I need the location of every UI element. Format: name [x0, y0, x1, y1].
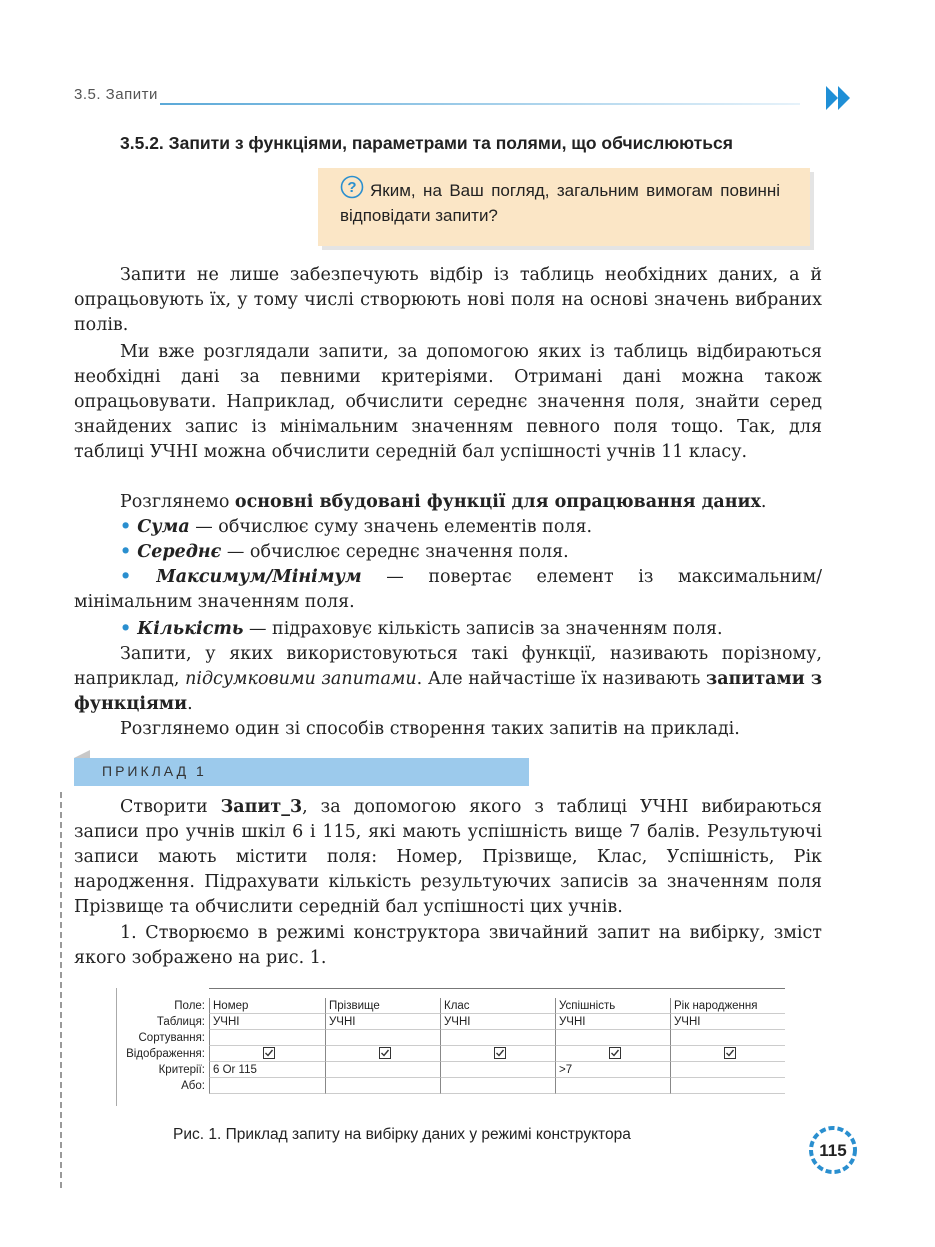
bullet-text: — підраховує кількість записів за значенням поля.	[243, 619, 723, 639]
example-fold	[74, 750, 90, 758]
checkbox-checked-icon[interactable]	[609, 1047, 621, 1059]
grid-cell-criteria[interactable]	[440, 1062, 555, 1078]
paragraph: Розглянемо один зі способів створення таких запитів на прикладі.	[120, 719, 740, 739]
grid-show-cell[interactable]	[555, 1046, 670, 1062]
bullet-term: Максимум/Мінімум	[156, 567, 362, 587]
grid-cell-or[interactable]	[325, 1078, 440, 1094]
svg-text:?: ?	[347, 179, 357, 196]
grid-cell-table[interactable]: УЧНІ	[325, 1014, 440, 1030]
text: .	[187, 694, 193, 714]
paragraph: Ми вже розглядали запити, за допомогою яких із таблиць відбираються необхідні дані за певними критеріями. Отримані дані можна також опрацьовувати. Наприклад, обчислити середнє значення поля, знайти серед знайдених запис із мінімальним значенням певного поля тощо. Так, для таблиці УЧНІ можна обчислити середній бал успішності учнів 11 класу.	[74, 342, 822, 462]
grid-row-label: Поле:	[174, 1000, 205, 1012]
bullet-icon: •	[120, 619, 138, 639]
grid-row-sort	[117, 1030, 785, 1046]
bullet-text: — обчислює середнє значення поля.	[221, 542, 569, 562]
example-banner	[74, 758, 529, 786]
bullet-item	[74, 515, 822, 540]
grid-cell-sort[interactable]	[325, 1030, 440, 1046]
bullet-text: — повертає елемент із максимальним/мінімальним значенням поля.	[74, 567, 822, 612]
grid-row-criteria	[117, 1062, 785, 1078]
bullet-icon: •	[120, 517, 138, 537]
grid-cell-table[interactable]: УЧНІ	[555, 1014, 670, 1030]
grid-row-or	[117, 1078, 785, 1094]
text: , за допомогою якого з таблиці УЧНІ вибираються записи про учнів шкіл 6 і 115, які мають успішність вище 7 балів. Результуючі записи мають містити поля: Номер, Прізвище, Клас, Успішність, Рік народження. Підрахувати кількість результуючих записів за значенням поля Прізвище та обчислити середній бал успішності цих учнів.	[74, 797, 822, 917]
page-number: 115	[819, 1141, 847, 1160]
text: .	[760, 492, 767, 512]
grid-cell-criteria[interactable]: 6 Or 115	[209, 1062, 325, 1078]
grid-cell-field[interactable]: Успішність	[555, 998, 670, 1014]
paragraph	[74, 490, 822, 515]
grid-cell-sort[interactable]	[555, 1030, 670, 1046]
grid-show-cell[interactable]	[209, 1046, 325, 1062]
grid-cell-table[interactable]: УЧНІ	[440, 1014, 555, 1030]
emphasis: запитами з функціями	[74, 669, 823, 714]
grid-row-label: Сортування:	[138, 1032, 205, 1044]
bullet-icon: •	[120, 542, 138, 562]
figure-caption: Рис. 1. Приклад запиту на вибірку даних у режимі конструктора	[173, 1126, 631, 1143]
grid-top-border	[209, 988, 785, 989]
grid-cell-field[interactable]: Номер	[209, 998, 325, 1014]
bullet-term: Сума	[137, 517, 190, 537]
question-text: Яким, на Ваш погляд, загальним вимогам повинні відповідати запити?	[340, 181, 780, 225]
grid-row-label: Або:	[181, 1080, 205, 1092]
bullet-item	[74, 540, 822, 565]
bullet-item	[74, 565, 822, 615]
grid-row-label: Критерії:	[158, 1064, 205, 1076]
next-page-arrow-icon[interactable]	[826, 84, 854, 112]
paragraph: 1. Створюємо в режимі конструктора звичайний запит на вибірку, зміст якого зображено на рис. 1.	[74, 923, 822, 968]
grid-cell-or[interactable]	[209, 1078, 325, 1094]
example-label: ПРИКЛАД 1	[102, 763, 207, 779]
section-header: 3.5. Запити	[74, 86, 158, 103]
emphasis: основні вбудовані функції для опрацювання даних	[234, 492, 761, 512]
grid-row-field	[117, 998, 785, 1014]
grid-cell-field[interactable]: Рік народження	[670, 998, 785, 1014]
text: Створити	[120, 797, 221, 817]
grid-cell-or[interactable]	[555, 1078, 670, 1094]
grid-cell-or[interactable]	[440, 1078, 555, 1094]
text: Розглянемо	[120, 492, 235, 512]
grid-row-label: Таблиця:	[156, 1016, 205, 1028]
page-number-badge	[807, 1124, 859, 1176]
grid-cell-criteria[interactable]	[670, 1062, 785, 1078]
text: . Але найчастіше їх називають	[416, 669, 707, 689]
example-margin-line	[60, 792, 62, 1188]
grid-row-show	[117, 1046, 785, 1062]
grid-cell-sort[interactable]	[440, 1030, 555, 1046]
question-box	[318, 168, 810, 246]
grid-row-label: Відображення:	[126, 1048, 205, 1060]
grid-cell-criteria[interactable]: >7	[555, 1062, 670, 1078]
bullet-term: Кількість	[137, 619, 244, 639]
checkbox-checked-icon[interactable]	[724, 1047, 736, 1059]
grid-cell-or[interactable]	[670, 1078, 785, 1094]
grid-cell-field[interactable]: Клас	[440, 998, 555, 1014]
grid-cell-field[interactable]: Прізвище	[325, 998, 440, 1014]
grid-show-cell[interactable]	[670, 1046, 785, 1062]
bullet-term: Середнє	[137, 542, 222, 562]
subsection-title: 3.5.2. Запити з функціями, параметрами та полями, що обчислюються	[120, 133, 733, 153]
bullet-icon: •	[120, 567, 157, 587]
checkbox-checked-icon[interactable]	[494, 1047, 506, 1059]
header-rule	[160, 103, 800, 105]
grid-cell-criteria[interactable]	[325, 1062, 440, 1078]
paragraph	[74, 795, 822, 920]
bullet-item	[74, 617, 822, 642]
grid-cell-sort[interactable]	[209, 1030, 325, 1046]
grid-cell-table[interactable]: УЧНІ	[670, 1014, 785, 1030]
grid-cell-table[interactable]: УЧНІ	[209, 1014, 325, 1030]
checkbox-checked-icon[interactable]	[379, 1047, 391, 1059]
emphasis: Запит_3	[220, 797, 303, 817]
paragraph: Запити не лише забезпечують відбір із таблиць необхідних даних, а й опрацьовують їх, у тому числі створюють нові поля на основі значень вибраних полів.	[74, 265, 822, 335]
paragraph	[74, 642, 822, 717]
grid-show-cell[interactable]	[440, 1046, 555, 1062]
bullet-text: — обчислює суму значень елементів поля.	[189, 517, 593, 537]
checkbox-checked-icon[interactable]	[263, 1047, 275, 1059]
grid-show-cell[interactable]	[325, 1046, 440, 1062]
text: Запити, у яких використовуються такі функції, називають порізному, наприклад,	[74, 644, 822, 689]
grid-row-table	[117, 1014, 785, 1030]
emphasis: підсумковими запитами	[185, 669, 417, 689]
query-design-grid	[116, 988, 785, 1106]
grid-cell-sort[interactable]	[670, 1030, 785, 1046]
